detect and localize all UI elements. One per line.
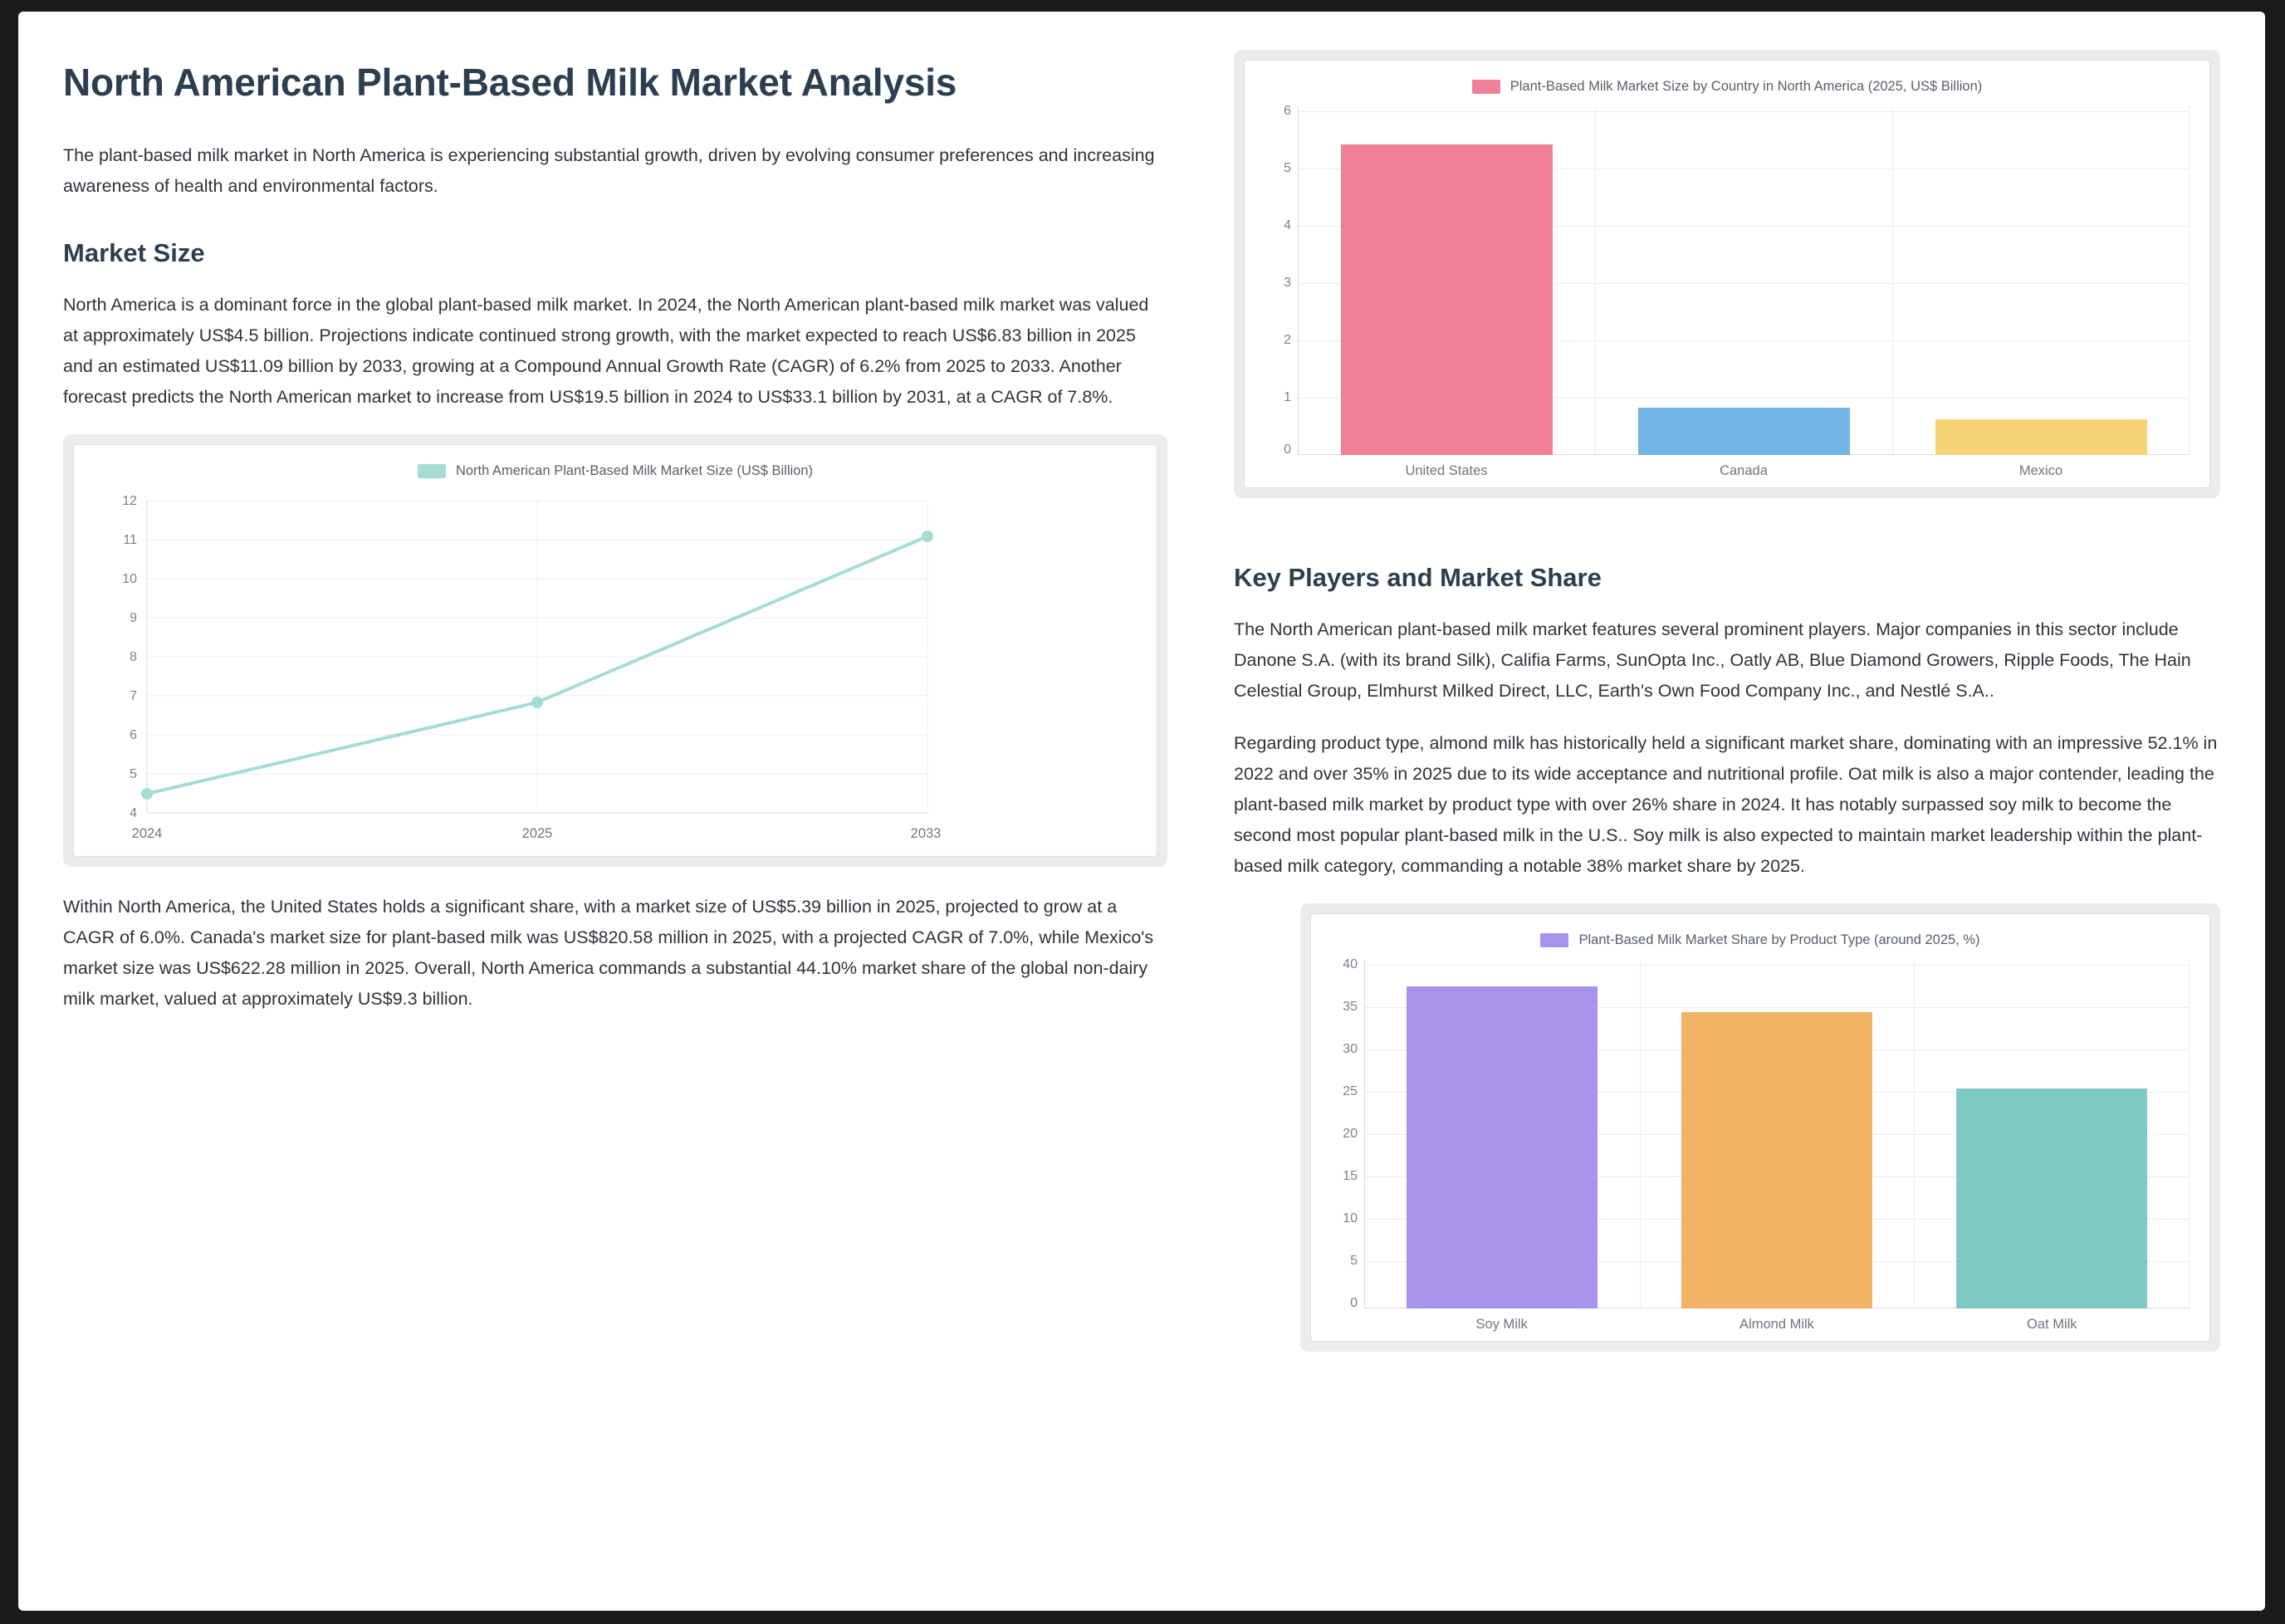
svg-text:6: 6 <box>130 727 137 742</box>
country-chart-legend <box>1260 79 2194 95</box>
svg-text:12: 12 <box>122 493 137 508</box>
legend-label-country: Plant-Based Milk Market Size by Country in North America (2025, US$ Billion) <box>1509 79 1983 94</box>
product-chart-plot <box>1326 956 2194 1310</box>
country-chart-x-axis <box>1298 455 2190 479</box>
svg-text:2025: 2025 <box>521 825 553 841</box>
svg-text:10: 10 <box>122 571 137 586</box>
svg-text:2033: 2033 <box>910 825 942 841</box>
key-players-paragraph-1: The North American plant-based milk market features several prominent players. Major companies in this sector include Danone S.A. (with its brand Silk), Califia Farms, SunOpta Inc., Oatly AB, Blue Diamond Growers, Ripple Foods, The Hain Celestial Group, Elmhurst Milked Direct, LLC, Earth's Own Food Company Inc., and Nestlé S.A.. <box>1234 619 2191 701</box>
product-chart-x-axis <box>1364 1308 2190 1333</box>
product-chart-bars <box>1364 960 2190 1308</box>
legend-swatch-country <box>1472 80 1500 94</box>
product-type-bar-chart <box>1300 903 2220 1352</box>
svg-text:11: 11 <box>123 532 137 547</box>
bar-almond-milk <box>1681 1012 1872 1308</box>
two-column-layout <box>18 12 2265 1611</box>
market-size-line-chart <box>63 434 1167 867</box>
document-page <box>18 12 2265 1611</box>
country-chart-inner <box>1244 60 2210 488</box>
right-column <box>1234 50 2220 1611</box>
intro-paragraph: The plant-based milk market in North America is experiencing substantial growth, driven by evolving consumer preferences and increasing awareness of health and environmental factors. <box>63 144 1155 196</box>
svg-text:9: 9 <box>130 610 137 625</box>
legend-swatch-market-size <box>418 464 446 478</box>
bar-canada <box>1638 408 1850 455</box>
section-heading-market-size: Market Size <box>63 237 205 267</box>
svg-text:5: 5 <box>130 766 137 781</box>
bar-mexico <box>1935 419 2147 455</box>
product-chart-inner <box>1310 913 2210 1342</box>
country-chart-plot <box>1260 106 2194 455</box>
page-title: North American Plant-Based Milk Market Analysis <box>63 61 957 104</box>
country-chart-bars <box>1298 106 2190 455</box>
x-label-almond-milk: Almond Milk <box>1739 1316 1814 1332</box>
country-chart-y-axis: 6 5 4 3 2 1 0 <box>1284 104 1291 457</box>
legend-label-market-size: North American Plant-Based Milk Market Size (US$ Billion) <box>455 462 814 478</box>
market-size-paragraph-1: North America is a dominant force in the global plant-based milk market. In 2024, the North American plant-based milk market was valued at approximately US$4.5 billion. Projections indicate continued strong growth, with the market expected to reach US$6.83 billion in 2025 and an estimated US$11.09 billion by 2033, growing at a Compound Annual Growth Rate (CAGR) of 6.2% from 2025 to 2033. Another forecast predicts the North American market to increase from US$19.5 billion in 2024 to US$33.1 billion by 2031, at a CAGR of 7.8%. <box>63 294 1149 407</box>
legend-swatch-product-type <box>1540 933 1568 947</box>
market-size-paragraph-2: Within North America, the United States holds a significant share, with a market size of US$5.39 billion in 2025, projected to grow at a CAGR of 6.0%. Canada's market size for plant-based milk was US$820.58 million in 2025, with a projected CAGR of 7.0%, while Mexico's market size was US$622.28 million in 2025. Overall, North America commands a substantial 44.10% market share of the global non-dairy milk market, valued at approximately US$9.3 billion. <box>63 896 1154 1009</box>
svg-text:7: 7 <box>130 688 137 703</box>
bar-soy-milk <box>1407 986 1598 1308</box>
key-players-paragraph-2: Regarding product type, almond milk has historically held a significant market share, dominating with an impressive 52.1% in 2022 and over 35% in 2025 due to its wide acceptance and nutritional profile. Oat milk is also a major contender, leading the plant-based milk market by product type with over 26% share in 2024. It has notably surpassed soy milk to become the second most popular plant-based milk in the U.S.. Soy milk is also expected to maintain market leadership within the plant-based milk category, commanding a notable 38% market share by 2025. <box>1234 732 2218 876</box>
x-label-united-states: United States <box>1405 463 1488 478</box>
svg-text:2024: 2024 <box>131 825 163 841</box>
country-bar-chart <box>1234 50 2220 498</box>
x-label-mexico: Mexico <box>2018 463 2063 478</box>
svg-text:4: 4 <box>130 805 137 820</box>
legend-label-product-type: Plant-Based Milk Market Share by Product Type (around 2025, %) <box>1578 932 1980 947</box>
x-label-oat-milk: Oat Milk <box>2027 1316 2077 1332</box>
product-chart-legend <box>1326 932 2194 948</box>
bar-united-states <box>1341 144 1553 455</box>
x-label-canada: Canada <box>1720 463 1768 478</box>
line-chart-inner <box>73 444 1157 857</box>
product-chart-y-axis: 40 35 30 25 20 15 10 5 0 <box>1343 956 1358 1310</box>
svg-text:8: 8 <box>130 649 137 664</box>
x-label-soy-milk: Soy Milk <box>1475 1316 1528 1332</box>
line-chart-legend <box>89 463 1142 479</box>
bar-oat-milk <box>1956 1088 2147 1308</box>
line-chart-plot <box>89 491 944 848</box>
section-heading-key-players: Key Players and Market Share <box>1234 563 1602 592</box>
left-column <box>63 50 1167 1611</box>
